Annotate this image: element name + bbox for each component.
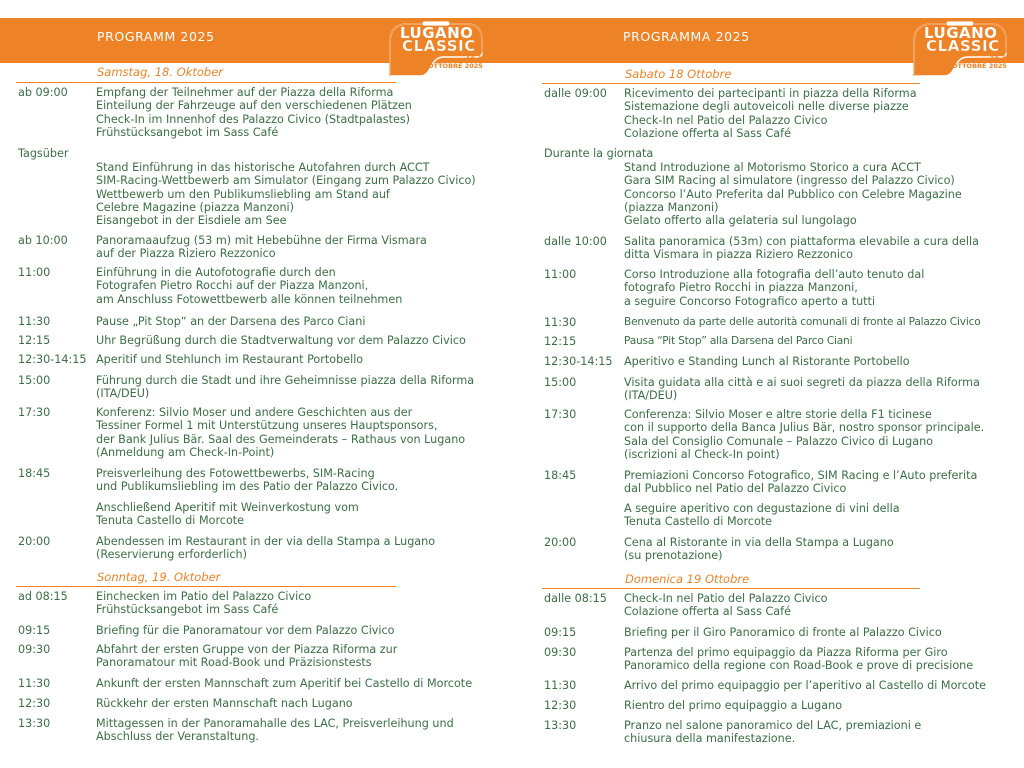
day-heading: Samstag, 18. Oktober bbox=[97, 65, 224, 79]
program-it bbox=[512, 0, 1024, 768]
day-divider bbox=[542, 83, 920, 84]
event-description bbox=[624, 408, 984, 461]
event-line: Panoramatour mit Road-Book und Präzisionstests bbox=[96, 656, 372, 670]
time-label: dalle 09:00 bbox=[544, 87, 607, 100]
time-label: 11:00 bbox=[544, 268, 577, 281]
time-label: Durante la giornata bbox=[544, 147, 654, 160]
event-line: ditta Vismara in piazza Riziero Rezzonico bbox=[624, 248, 853, 262]
event-line: fotografo Pietro Rocchi in piazza Manzoni, bbox=[624, 281, 858, 295]
event-line: con il supporto della Banca Julius Bär, nostro sponsor principale. bbox=[624, 421, 985, 435]
time-label: 09:30 bbox=[18, 643, 51, 656]
event-line: der Bank Julius Bär. Saal des Gemeinderats – Rathaus von Lugano bbox=[96, 432, 466, 446]
event-line: a seguire Concorso Fotografico aperto a tutti bbox=[624, 294, 876, 308]
event-line: Corso Introduzione alla fotografia dell’auto tenuto dal bbox=[624, 268, 925, 281]
logo-month: OTTOBRE 2025 bbox=[952, 62, 1007, 70]
time-label: 11:30 bbox=[18, 677, 51, 690]
event-line: Mittagessen in der Panoramahalle des LAC, Preisverleihung und bbox=[96, 717, 454, 730]
event-description bbox=[624, 268, 924, 308]
event-line: Stand Einführung in das historische Autofahren durch ACCT bbox=[96, 161, 430, 174]
time-label: 12:30-14:15 bbox=[18, 353, 87, 366]
event-description bbox=[96, 697, 353, 710]
lugano-classic-logo bbox=[386, 20, 486, 78]
event-line: Tenuta Castello di Morcote bbox=[624, 515, 773, 529]
event-line: Premiazioni Concorso Fotografico, SIM Racing e l’Auto preferita bbox=[624, 469, 978, 482]
event-line: Gara SIM Racing al simulatore (ingresso del Palazzo Civico) bbox=[624, 174, 955, 188]
event-line: Abendessen im Restaurant in der via della Stampa a Lugano bbox=[96, 535, 436, 548]
event-description bbox=[624, 626, 942, 639]
event-line: Rientro del primo equipaggio a Lugano bbox=[624, 699, 843, 712]
event-line: Ricevimento dei partecipanti in piazza della Riforma bbox=[624, 87, 917, 100]
lugano-classic-logo bbox=[910, 20, 1010, 78]
event-line: Arrivo del primo equipaggio per l’aperitivo al Castello di Morcote bbox=[624, 679, 987, 692]
event-line: (Reservierung erforderlich) bbox=[96, 548, 247, 562]
event-line: und Publikumsliebling im des Patio der Palazzo Civico. bbox=[96, 480, 399, 494]
event-line: Celebre Magazine (piazza Manzoni) bbox=[96, 200, 295, 214]
event-line: Abfahrt der ersten Gruppe von der Piazza Riforma zur bbox=[96, 643, 398, 656]
time-label: ab 09:00 bbox=[18, 86, 68, 99]
event-line: Sala del Consiglio Comunale – Palazzo Civico di Lugano bbox=[624, 434, 934, 448]
event-line: am Anschluss Fotowettbewerb alle können teilnehmen bbox=[96, 292, 403, 306]
logo-text-line1: LUGANO bbox=[400, 24, 474, 42]
event-description bbox=[96, 315, 365, 328]
day-heading: Sabato 18 Ottobre bbox=[625, 67, 732, 81]
event-description bbox=[624, 355, 910, 368]
event-description bbox=[624, 376, 980, 403]
day-divider bbox=[16, 586, 396, 587]
time-label: 12:30-14:15 bbox=[544, 355, 613, 368]
day-heading: Sonntag, 19. Oktober bbox=[97, 570, 221, 584]
event-line: Briefing per il Giro Panoramico di fronte al Palazzo Civico bbox=[624, 626, 942, 639]
event-line: Aperitivo e Standing Lunch al Ristorante Portobello bbox=[624, 355, 910, 368]
event-line: Aperitif und Stehlunch im Restaurant Portobello bbox=[96, 353, 364, 366]
event-line: (iscrizioni al Check-In point) bbox=[624, 447, 780, 461]
logo-text-line2: CLASSIC bbox=[926, 37, 1000, 55]
time-label: ad 08:15 bbox=[18, 590, 68, 603]
logo-text-line1: LUGANO bbox=[924, 24, 998, 42]
time-label: dalle 10:00 bbox=[544, 235, 607, 248]
event-line: Stand Introduzione al Motorismo Storico a cura ACCT bbox=[624, 161, 921, 174]
event-line: Frühstücksangebot im Sass Café bbox=[96, 125, 279, 139]
event-line: Concorso l’Auto Preferita dal Pubblico con Celebre Magazine bbox=[624, 187, 962, 201]
time-label: 18:45 bbox=[544, 469, 577, 482]
event-line: Salita panoramica (53m) con piattaforma elevabile a cura della bbox=[624, 235, 979, 248]
event-description bbox=[96, 535, 435, 562]
time-label: 17:30 bbox=[544, 408, 577, 421]
time-label: 20:00 bbox=[544, 536, 577, 549]
event-description bbox=[96, 234, 427, 261]
event-description bbox=[96, 161, 476, 227]
event-line: Ankunft der ersten Mannschaft zum Aperitif bei Castello di Morcote bbox=[96, 677, 473, 690]
time-label: 13:30 bbox=[544, 719, 577, 732]
event-line: Sistemazione degli autoveicoli nelle diverse piazze bbox=[624, 100, 909, 114]
event-line: Visita guidata alla città e ai suoi segreti da piazza della Riforma bbox=[624, 376, 980, 389]
time-label: 09:15 bbox=[544, 626, 577, 639]
logo-month: OTTOBRE 2025 bbox=[428, 62, 483, 70]
time-label: 18:45 bbox=[18, 467, 51, 480]
logo-dates: 18-19 bbox=[990, 55, 1011, 63]
event-line: Pause „Pit Stop“ an der Darsena des Parco Ciani bbox=[96, 315, 366, 328]
event-line: Pausa “Pit Stop” alla Darsena del Parco Ciani bbox=[624, 335, 853, 347]
day-divider bbox=[542, 588, 920, 589]
event-line: Panoramico della regione con Road-Book e prove di precisione bbox=[624, 659, 974, 673]
event-description bbox=[96, 406, 465, 459]
time-label: 12:30 bbox=[544, 699, 577, 712]
event-line: (ITA/DEU) bbox=[624, 389, 678, 403]
event-line: Briefing für die Panoramatour vor dem Palazzo Civico bbox=[96, 624, 395, 637]
event-description bbox=[624, 87, 917, 140]
page-title: PROGRAMM 2025 bbox=[97, 29, 215, 44]
event-description bbox=[96, 590, 311, 617]
event-line: Panoramaaufzug (53 m) mit Hebebühne der Firma Vismara bbox=[96, 234, 427, 247]
event-description bbox=[96, 353, 363, 366]
event-description bbox=[624, 536, 894, 563]
event-line: (piazza Manzoni) bbox=[624, 200, 719, 214]
event-description bbox=[624, 335, 852, 348]
event-line: Frühstücksangebot im Sass Café bbox=[96, 603, 279, 617]
day-heading: Domenica 19 Ottobre bbox=[625, 572, 750, 586]
time-label: 15:00 bbox=[544, 376, 577, 389]
time-label: 09:30 bbox=[544, 646, 577, 659]
event-description bbox=[96, 624, 395, 637]
event-description bbox=[624, 719, 921, 746]
event-line: Einchecken im Patio del Palazzo Civico bbox=[96, 590, 312, 603]
time-label: Tagsüber bbox=[18, 147, 69, 160]
event-line: Führung durch die Stadt und ihre Geheimnisse piazza della Riforma bbox=[96, 374, 475, 387]
event-description bbox=[96, 643, 397, 670]
event-description bbox=[96, 677, 472, 690]
event-line: Einteilung der Fahrzeuge auf den verschiedenen Plätzen bbox=[96, 99, 412, 113]
event-description bbox=[96, 266, 402, 306]
time-label: ab 10:00 bbox=[18, 234, 68, 247]
time-label: 12:15 bbox=[18, 334, 51, 347]
event-description bbox=[624, 679, 986, 692]
event-line: Abschluss der Veranstaltung. bbox=[96, 730, 259, 744]
time-label: 12:30 bbox=[18, 697, 51, 710]
event-line: (Anmeldung am Check-In-Point) bbox=[96, 445, 275, 459]
event-line: Colazione offerta al Sass Café bbox=[624, 126, 791, 140]
time-label: 11:30 bbox=[18, 315, 51, 328]
time-label: 11:30 bbox=[544, 316, 577, 329]
event-line: Fotografen Pietro Rocchi auf der Piazza Manzoni, bbox=[96, 279, 369, 293]
time-label: 09:15 bbox=[18, 624, 51, 637]
event-line: Tessiner Formel 1 mit Unterstützung unseres Hauptsponsors, bbox=[96, 419, 438, 433]
event-description bbox=[96, 334, 466, 347]
event-line: auf der Piazza Riziero Rezzonico bbox=[96, 247, 276, 261]
event-line: Partenza del primo equipaggio da Piazza Riforma per Giro bbox=[624, 646, 948, 659]
event-description bbox=[624, 316, 980, 329]
time-label: 11:00 bbox=[18, 266, 51, 279]
logo-text-line2: CLASSIC bbox=[402, 37, 476, 55]
time-label: 15:00 bbox=[18, 374, 51, 387]
logo-dates: 18-19 bbox=[466, 55, 487, 63]
event-line: Cena al Ristorante in via della Stampa a Lugano bbox=[624, 536, 894, 549]
time-label: 12:15 bbox=[544, 335, 577, 348]
event-line: Conferenza: Silvio Moser e altre storie della F1 ticinese bbox=[624, 408, 932, 421]
day-divider bbox=[16, 82, 396, 83]
event-line: Konferenz: Silvio Moser und andere Geschichten aus der bbox=[96, 406, 413, 419]
event-line: Check-In nel Patio del Palazzo Civico bbox=[624, 592, 828, 605]
event-line: Check-In im Innenhof des Palazzo Civico (Stadtpalastes) bbox=[96, 112, 411, 126]
event-description bbox=[624, 161, 962, 227]
event-line: Colazione offerta al Sass Café bbox=[624, 605, 791, 619]
event-description bbox=[96, 717, 454, 744]
event-description bbox=[624, 235, 979, 262]
event-line: (su prenotazione) bbox=[624, 549, 723, 563]
event-line: SIM-Racing-Wettbewerb am Simulator (Eingang zum Palazzo Civico) bbox=[96, 174, 476, 188]
event-line: A seguire aperitivo con degustazione di vini della bbox=[624, 502, 900, 515]
event-line: Check-In nel Patio del Palazzo Civico bbox=[624, 113, 828, 127]
event-line: Preisverleihung des Fotowettbewerbs, SIM-Racing bbox=[96, 467, 375, 480]
event-line: Tenuta Castello di Morcote bbox=[96, 514, 245, 528]
event-description bbox=[96, 501, 359, 528]
event-line: Rückkehr der ersten Mannschaft nach Lugano bbox=[96, 697, 353, 710]
event-description bbox=[624, 646, 973, 673]
event-line: Wettbewerb um den Publikumsliebling am Stand auf bbox=[96, 187, 390, 201]
time-label: 20:00 bbox=[18, 535, 51, 548]
event-line: Eisangebot in der Eisdiele am See bbox=[96, 214, 287, 228]
event-description bbox=[624, 469, 977, 496]
event-line: Empfang der Teilnehmer auf der Piazza della Riforma bbox=[96, 86, 394, 99]
event-line: Anschließend Aperitif mit Weinverkostung vom bbox=[96, 501, 359, 514]
event-line: dal Pubblico nel Patio del Palazzo Civico bbox=[624, 482, 847, 496]
event-line: Gelato offerto alla gelateria sul lungolago bbox=[624, 214, 857, 228]
event-description bbox=[96, 86, 412, 139]
event-description bbox=[624, 592, 828, 619]
event-description bbox=[624, 699, 842, 712]
page-title: PROGRAMMA 2025 bbox=[623, 29, 750, 44]
event-description bbox=[96, 467, 398, 494]
event-description bbox=[624, 502, 900, 529]
event-line: Pranzo nel salone panoramico del LAC, premiazioni e bbox=[624, 719, 922, 732]
event-line: chiusura della manifestazione. bbox=[624, 732, 796, 746]
event-line: Einführung in die Autofotografie durch den bbox=[96, 266, 336, 279]
event-line: Benvenuto da parte delle autorità comunali di fronte al Palazzo Civico bbox=[624, 316, 981, 328]
time-label: 13:30 bbox=[18, 717, 51, 730]
time-label: 17:30 bbox=[18, 406, 51, 419]
time-label: dalle 08:15 bbox=[544, 592, 607, 605]
event-line: Uhr Begrüßung durch die Stadtverwaltung vor dem Palazzo Civico bbox=[96, 334, 466, 347]
time-label: 11:30 bbox=[544, 679, 577, 692]
event-line: (ITA/DEU) bbox=[96, 387, 150, 401]
event-description bbox=[96, 374, 474, 401]
